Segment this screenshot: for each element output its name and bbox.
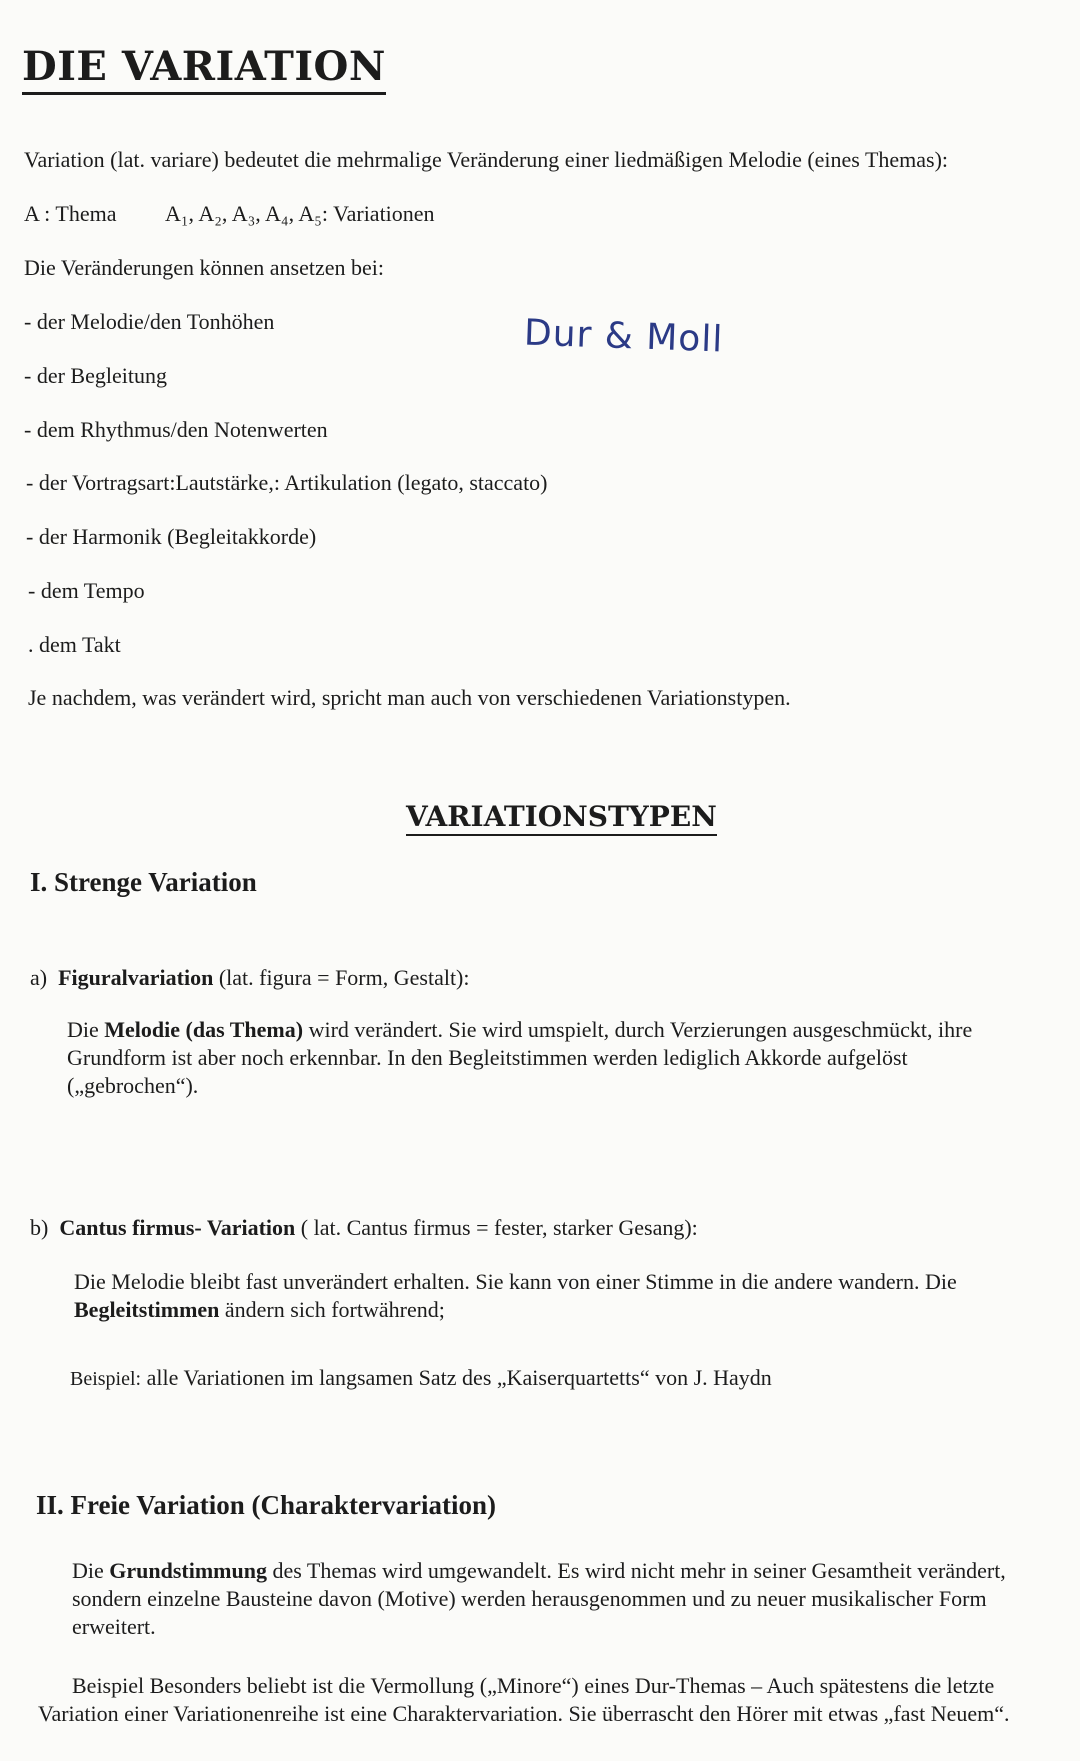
example-label: Beispiel: — [70, 1368, 142, 1390]
list-item-rhythmus: - dem Rhythmus/den Notenwerten — [24, 417, 328, 442]
variations-label: A₁, A₂, A₃, A₄, A₅: Variationen — [165, 201, 435, 226]
list-item-tempo: - dem Tempo — [28, 578, 145, 603]
types-sentence: Je nachdem, was verändert wird, spricht man auch von verschiedenen Variationstypen. — [28, 685, 791, 710]
list-item-melodie: - der Melodie/den Tonhöhen — [24, 309, 275, 334]
cantus-firmus-name: Cantus firmus- Variation — [59, 1215, 296, 1240]
section1-heading: I. Strenge Variation — [30, 867, 257, 897]
bold-term: Begleitstimmen — [74, 1297, 220, 1322]
freie-variation-example: Beispiel Besonders beliebt ist die Vermollung („Minore“) eines Dur-Themas – Auch spätestens die letzte Variation einer Variationenreihe ist eine Charaktervariation. Sie überrascht den Hörer mit etwas „fast Neuem“. — [38, 1673, 1010, 1726]
figuralvariation-gloss: (lat. figura = Form, Gestalt): — [213, 965, 470, 990]
list-item-vortragsart: - der Vortragsart:Lautstärke,: Artikulation (legato, staccato) — [26, 470, 548, 495]
item-marker: a) — [30, 965, 48, 990]
figuralvariation-heading — [30, 965, 470, 991]
figuralvariation-text: Die Melodie (das Thema) wird verändert. Sie wird umspielt, durch Verzierungen ausgeschmückt, ihre Grundform ist aber noch erkennbar. In den Begleitstimmen werden lediglich Akkorde aufgelöst („gebrochen“). — [67, 1017, 973, 1098]
item-marker: b) — [30, 1215, 49, 1240]
cantus-firmus-example — [70, 1365, 772, 1392]
theme-label: A : Thema — [24, 201, 117, 226]
cantus-firmus-gloss: ( lat. Cantus firmus = fester, starker Gesang): — [295, 1215, 698, 1240]
freie-variation-text: Die Grundstimmung des Themas wird umgewandelt. Es wird nicht mehr in seiner Gesamtheit verändert, sondern einzelne Bausteine davon (Motive) werden herausgenommen und zu neuer musikalischer Form erweitert. — [72, 1558, 1006, 1639]
list-item-takt: . dem Takt — [28, 632, 121, 657]
handwritten-note: Dur & Moll — [523, 312, 725, 361]
list-item-begleitung: - der Begleitung — [24, 363, 167, 388]
cantus-firmus-heading — [30, 1215, 698, 1241]
page-title: DIE VARIATION — [22, 44, 386, 95]
cantus-firmus-text: Die Melodie bleibt fast unverändert erhalten. Sie kann von einer Stimme in die andere wandern. Die Begleitstimmen ändern sich fortwährend; — [74, 1269, 957, 1322]
figuralvariation-name: Figuralvariation — [58, 965, 214, 990]
section2-heading: II. Freie Variation (Charaktervariation) — [36, 1490, 496, 1520]
changes-intro: Die Veränderungen können ansetzen bei: — [24, 255, 385, 280]
bold-term: Grundstimmung — [109, 1558, 267, 1583]
section-subtitle: VARIATIONSTYPEN — [406, 800, 717, 836]
list-item-harmonik: - der Harmonik (Begleitakkorde) — [26, 524, 317, 549]
bold-term: Melodie (das Thema) — [104, 1017, 304, 1042]
intro-definition: Variation (lat. variare) bedeutet die mehrmalige Veränderung einer liedmäßigen Melodie (eines Themas): — [24, 147, 949, 172]
example-text: alle Variationen im langsamen Satz des „Kaiserquartetts“ von J. Haydn — [141, 1365, 772, 1390]
